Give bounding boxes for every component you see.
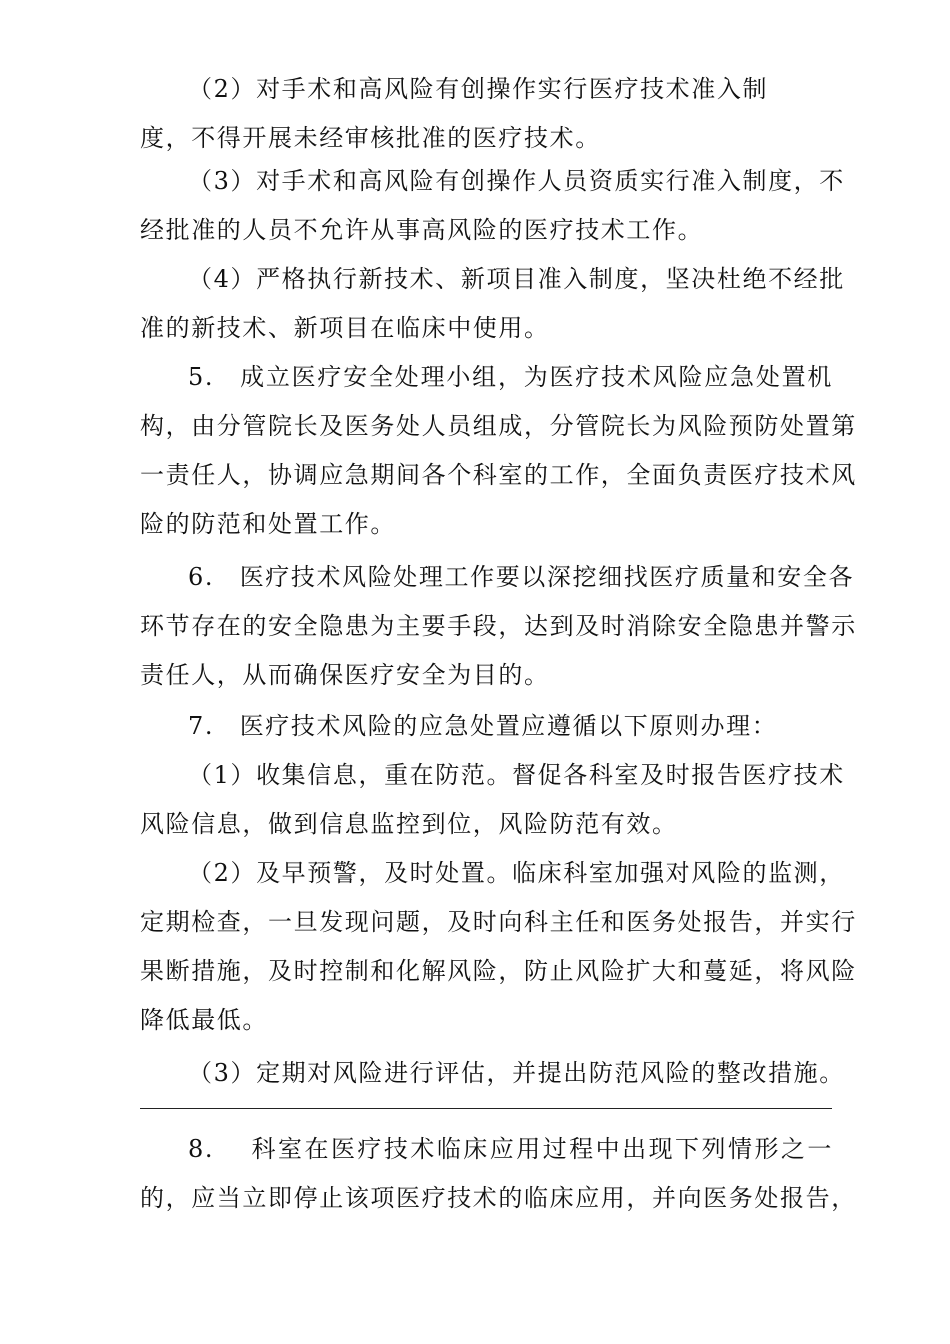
paragraph-line: （4）严格执行新技术、新项目准入制度，坚决杜绝不经批 <box>188 265 845 293</box>
paragraph-line: 环节存在的安全隐患为主要手段，达到及时消除安全隐患并警示 <box>140 612 857 640</box>
paragraph-principle-2 <box>140 849 857 1045</box>
paragraph-4-new-technology <box>140 255 845 353</box>
paragraph-line: 险的防范和处置工作。 <box>140 510 396 538</box>
paragraph-line: 定期检查，一旦发现问题，及时向科主任和医务处报告，并实行 <box>140 908 857 936</box>
paragraph-line: 6. 医疗技术风险处理工作要以深挖细找医疗质量和安全各 <box>188 563 855 591</box>
paragraph-line: （3）对手术和高风险有创操作人员资质实行准入制度，不 <box>188 167 845 195</box>
paragraph-line: 准的新技术、新项目在临床中使用。 <box>140 314 550 342</box>
paragraph-item-8 <box>140 1125 857 1223</box>
paragraph-line: 风险信息，做到信息监控到位，风险防范有效。 <box>140 810 678 838</box>
paragraph-2-technical-admission <box>140 65 833 163</box>
paragraph-line: 果断措施，及时控制和化解风险，防止风险扩大和蔓延，将风险 <box>140 957 857 985</box>
paragraph-line: 5. 成立医疗安全处理小组，为医疗技术风险应急处置机 <box>188 363 833 391</box>
paragraph-line: 8. 科室在医疗技术临床应用过程中出现下列情形之一 <box>188 1135 833 1163</box>
paragraph-item-5 <box>140 353 857 549</box>
paragraph-line: 构，由分管院长及医务处人员组成，分管院长为风险预防处置第 <box>140 412 857 440</box>
paragraph-line: （3）定期对风险进行评估，并提出防范风险的整改措施。 <box>188 1059 845 1087</box>
paragraph-line: 一责任人，协调应急期间各个科室的工作，全面负责医疗技术风 <box>140 461 857 489</box>
paragraph-line: 度，不得开展未经审核批准的医疗技术。 <box>140 124 601 152</box>
paragraph-line: 的，应当立即停止该项医疗技术的临床应用，并向医务处报告， <box>140 1184 857 1212</box>
paragraph-item-7 <box>140 702 833 751</box>
paragraph-principle-3 <box>140 1049 845 1098</box>
paragraph-principle-1 <box>140 751 845 849</box>
paragraph-3-personnel-admission <box>140 157 845 255</box>
paragraph-line: （2）对手术和高风险有创操作实行医疗技术准入制 <box>188 75 769 103</box>
section-divider <box>140 1108 832 1109</box>
paragraph-line: 经批准的人员不允许从事高风险的医疗技术工作。 <box>140 216 704 244</box>
paragraph-line: 降低最低。 <box>140 1006 268 1034</box>
paragraph-line: 7. 医疗技术风险的应急处置应遵循以下原则办理： <box>188 712 778 740</box>
paragraph-line: （1）收集信息，重在防范。督促各科室及时报告医疗技术 <box>188 761 845 789</box>
paragraph-line: 责任人，从而确保医疗安全为目的。 <box>140 661 550 689</box>
paragraph-item-6 <box>140 553 857 700</box>
paragraph-line: （2）及早预警，及时处置。临床科室加强对风险的监测， <box>188 859 845 887</box>
